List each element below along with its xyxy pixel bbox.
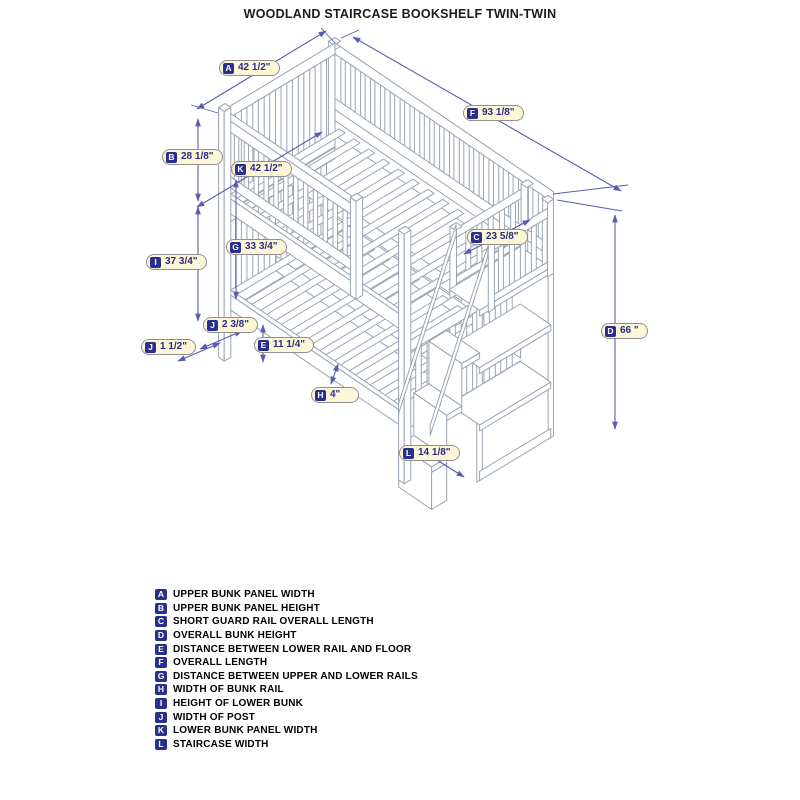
dimension-label-l: [399, 445, 460, 461]
legend-label-d: OVERALL BUNK HEIGHT: [173, 630, 297, 642]
legend-badge-g: G: [155, 671, 167, 682]
dimension-badge-g: G: [230, 242, 241, 253]
page-title: WOODLAND STAIRCASE BOOKSHELF TWIN-TWIN: [243, 7, 557, 21]
legend-row-f: [155, 656, 418, 670]
dimension-badge-j2: J: [145, 342, 156, 353]
legend-row-b: [155, 602, 418, 616]
legend-row-d: [155, 629, 418, 643]
legend-label-a: UPPER BUNK PANEL WIDTH: [173, 589, 315, 601]
dimension-badge-l: L: [403, 448, 414, 459]
legend-badge-l: L: [155, 739, 167, 750]
legend-label-c: SHORT GUARD RAIL OVERALL LENGTH: [173, 616, 374, 628]
legend-label-h: WIDTH OF BUNK RAIL: [173, 684, 284, 696]
dimension-badge-i: I: [150, 257, 161, 268]
dimension-label-b: [162, 149, 223, 165]
legend-label-b: UPPER BUNK PANEL HEIGHT: [173, 602, 321, 614]
dimension-value-i: 37 3/4": [165, 256, 198, 267]
legend-label-i: HEIGHT OF LOWER BUNK: [173, 698, 304, 710]
dimension-value-k: 42 1/2": [250, 163, 283, 174]
legend-label-f: OVERALL LENGTH: [173, 657, 268, 669]
legend-row-l: [155, 738, 418, 752]
legend-label-l: STAIRCASE WIDTH: [173, 738, 269, 750]
dimension-value-e: 11 1/4": [273, 339, 305, 350]
legend-label-k: LOWER BUNK PANEL WIDTH: [173, 725, 318, 737]
dimension-value-d: 66 ": [620, 325, 639, 336]
legend-badge-i: I: [155, 698, 167, 709]
legend-badge-a: A: [155, 589, 167, 600]
dimension-label-j2: [141, 339, 196, 355]
legend: [155, 588, 418, 751]
dimension-label-k: [231, 161, 292, 177]
legend-label-j: WIDTH OF POST: [173, 711, 256, 723]
dimension-label-d: [601, 323, 648, 339]
dimension-label-j: [203, 317, 258, 333]
dimension-badge-e: E: [258, 340, 269, 351]
dimension-label-h: [311, 387, 359, 403]
legend-row-j: [155, 710, 418, 724]
dimension-value-j: 2 3/8": [222, 319, 249, 330]
dimension-badge-f: F: [467, 108, 478, 119]
dimension-badge-j: J: [207, 320, 218, 331]
legend-badge-c: C: [155, 616, 167, 627]
legend-badge-e: E: [155, 644, 167, 655]
legend-row-i: [155, 697, 418, 711]
legend-badge-k: K: [155, 725, 167, 736]
dimension-badge-k: K: [235, 164, 246, 175]
legend-row-k: [155, 724, 418, 738]
legend-row-g: [155, 670, 418, 684]
dimension-badge-d: D: [605, 326, 616, 337]
dimension-badge-b: B: [166, 152, 177, 163]
dimension-badge-c: C: [471, 232, 482, 243]
dimension-label-e: [254, 337, 314, 353]
legend-badge-h: H: [155, 684, 167, 695]
dimension-value-b: 28 1/8": [181, 151, 214, 162]
legend-row-h: [155, 683, 418, 697]
dimension-label-c: [467, 229, 528, 245]
dimension-value-g: 33 3/4": [245, 241, 278, 252]
legend-label-g: DISTANCE BETWEEN UPPER AND LOWER RAILS: [173, 670, 418, 682]
dimension-badge-a: A: [223, 63, 234, 74]
dimension-label-a: [219, 60, 280, 76]
legend-label-e: DISTANCE BETWEEN LOWER RAIL AND FLOOR: [173, 643, 412, 655]
legend-badge-f: F: [155, 657, 167, 668]
dimension-value-l: 14 1/8": [418, 447, 451, 458]
dimension-badge-h: H: [315, 390, 326, 401]
legend-row-a: [155, 588, 418, 602]
legend-row-e: [155, 642, 418, 656]
legend-badge-j: J: [155, 712, 167, 723]
legend-badge-b: B: [155, 603, 167, 614]
dimension-label-f: [463, 105, 524, 121]
dimension-value-f: 93 1/8": [482, 107, 515, 118]
dimension-value-h: 4": [330, 389, 341, 400]
dimension-value-a: 42 1/2": [238, 62, 271, 73]
dimension-value-j2: 1 1/2": [160, 341, 187, 352]
legend-row-c: [155, 615, 418, 629]
dimension-label-i: [146, 254, 207, 270]
legend-badge-d: D: [155, 630, 167, 641]
dimension-value-c: 23 5/8": [486, 231, 519, 242]
dimension-label-g: [226, 239, 287, 255]
